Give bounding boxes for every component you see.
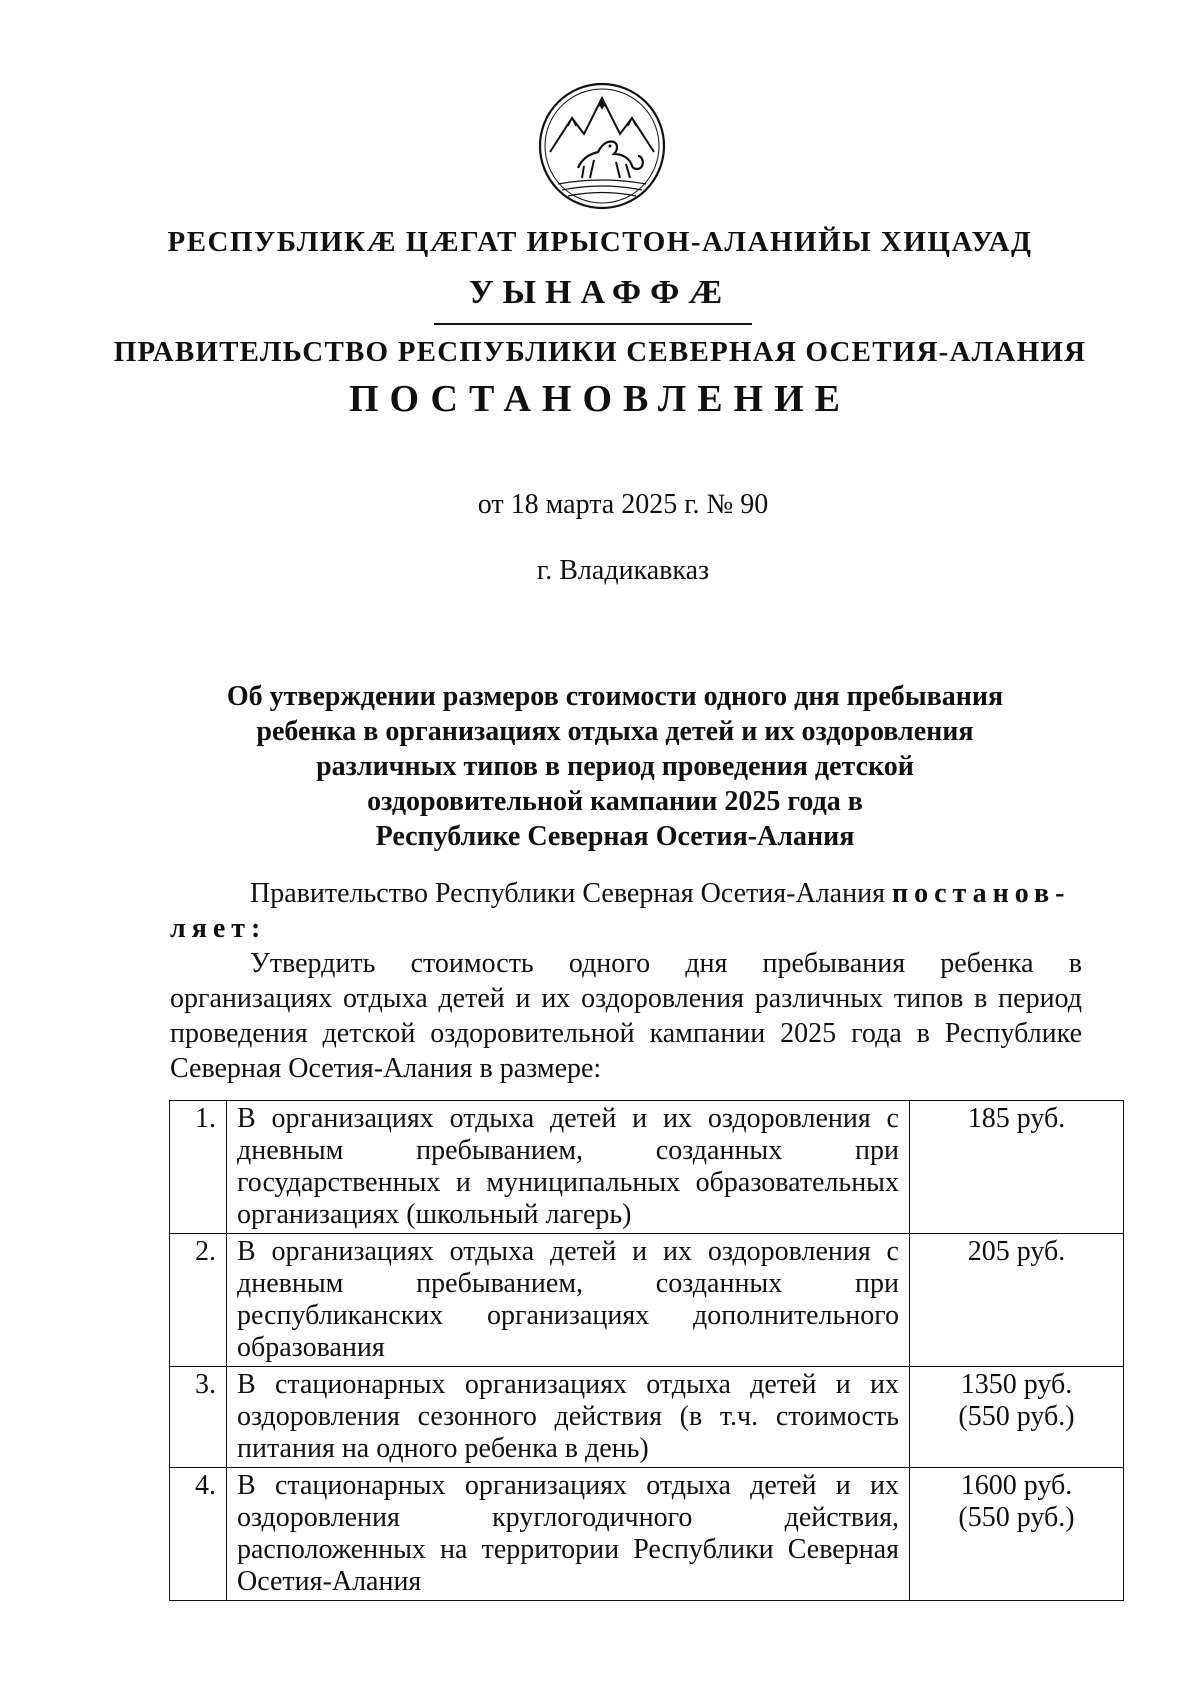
table-row (170, 1101, 1124, 1234)
row-price-cell (910, 1101, 1124, 1234)
table-row (170, 1468, 1124, 1601)
title-line: различных типов в период проведения детской (316, 751, 914, 782)
russian-government-title: ПРАВИТЕЛЬСТВО РЕСПУБЛИКИ СЕВЕРНАЯ ОСЕТИЯ-АЛАНИЯ (113, 336, 1087, 368)
row-price-note: (550 руб.) (958, 1401, 1075, 1432)
header-divider (434, 323, 752, 325)
row-price-cell (910, 1234, 1124, 1367)
title-line: Республике Северная Осетия-Алания (375, 821, 855, 852)
resolution-paragraph (170, 946, 1082, 1086)
row-number: 3. (170, 1367, 227, 1468)
row-number: 1. (170, 1101, 227, 1234)
row-number: 4. (170, 1468, 227, 1601)
ossetian-document-type: УЫНАФФӔ (468, 274, 732, 311)
row-price-cell (910, 1367, 1124, 1468)
row-price: 1600 руб. (960, 1470, 1073, 1501)
decree-word-part2: ляет: (170, 913, 267, 944)
coat-of-arms-emblem (538, 82, 666, 210)
row-number: 2. (170, 1234, 227, 1367)
document-title (160, 679, 1070, 854)
document-date-number: от 18 марта 2025 г. № 90 (477, 489, 769, 520)
ossetian-government-title: РЕСПУБЛИКӔ ЦӔГАТ ИРЫСТОН-АЛАНИЙЫ ХИЦАУАД (167, 226, 1033, 258)
table-row (170, 1367, 1124, 1468)
russian-document-type: ПОСТАНОВЛЕНИЕ (348, 378, 852, 420)
row-price: 185 руб. (967, 1103, 1066, 1134)
row-description: В организациях отдыха детей и их оздоровления с дневным пребыванием, созданных при республиканских организациях дополнительного образования (227, 1234, 910, 1367)
decree-word-part1: постанов- (891, 878, 1071, 909)
row-description: В стационарных организациях отдыха детей и их оздоровления сезонного действия (в т.ч. стоимость питания на одного ребенка в день) (227, 1367, 910, 1468)
title-line: оздоровительной кампании 2025 года в (367, 786, 863, 817)
title-line: Об утверждении размеров стоимости одного дня пребывания (226, 681, 1004, 712)
document-city: г. Владикавказ (536, 555, 710, 586)
preamble-text: Правительство Республики Северная Осетия-Алания (250, 878, 885, 909)
row-description: В стационарных организациях отдыха детей и их оздоровления круглогодичного действия, расположенных на территории Республики Северная Осетия-Алания (227, 1468, 910, 1601)
title-line: ребенка в организациях отдыха детей и их оздоровления (256, 716, 974, 747)
row-price: 205 руб. (967, 1236, 1066, 1267)
rates-table (169, 1100, 1124, 1601)
row-description: В организациях отдыха детей и их оздоровления с дневным пребыванием, созданных при государственных и муниципальных образовательных организациях (школьный лагерь) (227, 1101, 910, 1234)
table-row (170, 1234, 1124, 1367)
row-price-cell (910, 1468, 1124, 1601)
row-price-note: (550 руб.) (958, 1502, 1075, 1533)
row-price: 1350 руб. (960, 1369, 1073, 1400)
resolution-text: Утвердить стоимость одного дня пребывания ребенка в организациях отдыха детей и их оздоровления различных типов в период проведения детской оздоровительной кампании 2025 года в Республике Северная Осетия-Алания в размере: (170, 948, 1082, 1084)
preamble-paragraph (170, 876, 1082, 946)
